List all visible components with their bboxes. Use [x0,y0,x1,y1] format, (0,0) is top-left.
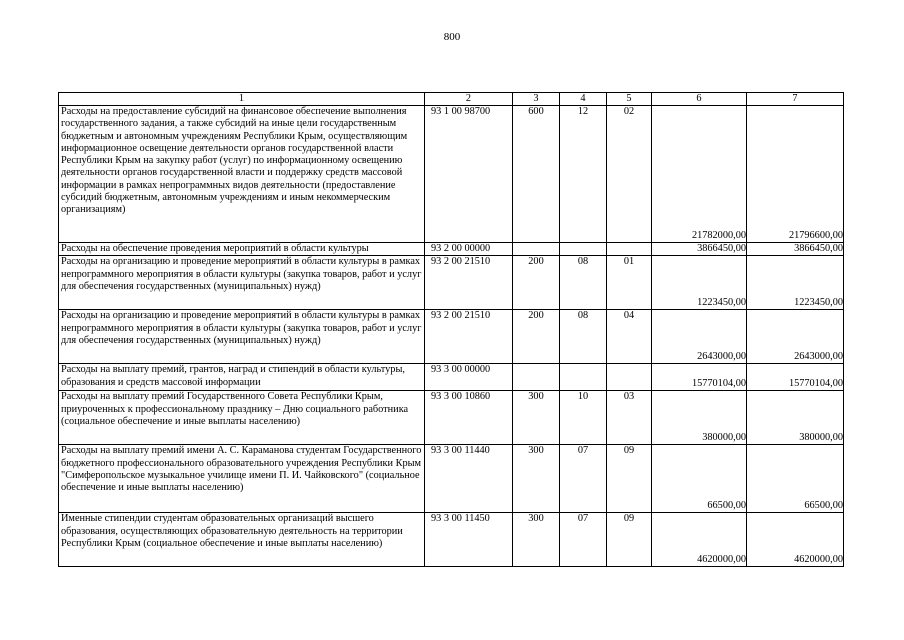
table-row [59,310,844,364]
amount-year-2: 380000,00 [747,391,844,445]
section-code: 10 [560,391,607,445]
table-row [59,445,844,513]
amount-year-1: 4620000,00 [652,513,747,567]
target-article-code: 93 3 00 11450 [425,513,513,567]
target-article-code: 93 3 00 10860 [425,391,513,445]
target-article-code: 93 2 00 21510 [425,256,513,310]
target-article-code: 93 3 00 00000 [425,364,513,391]
amount-year-1: 21782000,00 [652,106,747,243]
column-header: 3 [513,93,560,106]
expense-type-code: 300 [513,391,560,445]
table-row [59,256,844,310]
amount-year-1: 66500,00 [652,445,747,513]
expense-name: Расходы на выплату премий, грантов, наград и стипендий в области культуры, образования и средств массовой информации [59,364,425,391]
subsection-code: 02 [607,106,652,243]
section-code: 12 [560,106,607,243]
budget-table [58,92,844,567]
amount-year-1: 15770104,00 [652,364,747,391]
amount-year-2: 3866450,00 [747,243,844,256]
target-article-code: 93 2 00 21510 [425,310,513,364]
subsection-code: 09 [607,445,652,513]
column-header: 7 [747,93,844,106]
table-row [59,513,844,567]
column-header: 5 [607,93,652,106]
page-number: 800 [443,31,461,43]
table-row [59,391,844,445]
amount-year-1: 1223450,00 [652,256,747,310]
expense-name: Расходы на организацию и проведение мероприятий в области культуры в рамках непрограммного мероприятия в области культуры (закупка товаров, работ и услуг для обеспечения государственных (муниципальных) нужд) [59,310,425,364]
expense-type-code: 200 [513,256,560,310]
expense-type-code: 300 [513,513,560,567]
expense-name: Именные стипендии студентам образовательных организаций высшего образования, осуществляющих образовательную деятельность на территории Республики Крым (социальное обеспечение и иные выплаты населению) [59,513,425,567]
column-header: 1 [59,93,425,106]
column-header: 4 [560,93,607,106]
column-header: 2 [425,93,513,106]
target-article-code: 93 2 00 00000 [425,243,513,256]
section-code [560,364,607,391]
amount-year-2: 66500,00 [747,445,844,513]
section-code: 07 [560,513,607,567]
amount-year-2: 15770104,00 [747,364,844,391]
amount-year-2: 21796600,00 [747,106,844,243]
expense-name: Расходы на предоставление субсидий на финансовое обеспечение выполнения государственного задания, а также субсидий на иные цели государственным бюджетным и автономным учреждениям Республики Крым, осуществляющим информационное освещение деятельности органов государственной власти Республики Крым на закупку работ (услуг) по информационному освещению деятельности органов государственной власти и поддержку средств массовой информации в рамках непрограммных видов деятельности (предоставление субсидий бюджетным, автономным учреждениям и иным некоммерческим организациям) [59,106,425,243]
target-article-code: 93 1 00 98700 [425,106,513,243]
amount-year-1: 3866450,00 [652,243,747,256]
section-code: 07 [560,445,607,513]
table-header-row [59,93,844,106]
target-article-code: 93 3 00 11440 [425,445,513,513]
section-code: 08 [560,256,607,310]
expense-type-code: 300 [513,445,560,513]
amount-year-1: 2643000,00 [652,310,747,364]
table-row [59,364,844,391]
subsection-code: 01 [607,256,652,310]
amount-year-1: 380000,00 [652,391,747,445]
expense-type-code: 600 [513,106,560,243]
section-code: 08 [560,310,607,364]
expense-type-code [513,364,560,391]
subsection-code [607,364,652,391]
table-row [59,106,844,243]
expense-name: Расходы на обеспечение проведения мероприятий в области культуры [59,243,425,256]
subsection-code: 09 [607,513,652,567]
expense-type-code: 200 [513,310,560,364]
section-code [560,243,607,256]
amount-year-2: 1223450,00 [747,256,844,310]
subsection-code: 04 [607,310,652,364]
expense-type-code [513,243,560,256]
expense-name: Расходы на выплату премий имени А. С. Караманова студентам Государственного бюджетного профессионального образовательного учреждения Республики Крым "Симферопольское музыкальное училище имени П. И. Чайковского" (социальное обеспечение и иные выплаты населению) [59,445,425,513]
amount-year-2: 4620000,00 [747,513,844,567]
amount-year-2: 2643000,00 [747,310,844,364]
table-row [59,243,844,256]
expense-name: Расходы на организацию и проведение мероприятий в области культуры в рамках непрограммного мероприятия в области культуры (закупка товаров, работ и услуг для обеспечения государственных (муниципальных) нужд) [59,256,425,310]
subsection-code [607,243,652,256]
expense-name: Расходы на выплату премий Государственного Совета Республики Крым, приуроченных к профессиональному празднику – Дню социального работника (социальное обеспечение и иные выплаты населению) [59,391,425,445]
subsection-code: 03 [607,391,652,445]
column-header: 6 [652,93,747,106]
